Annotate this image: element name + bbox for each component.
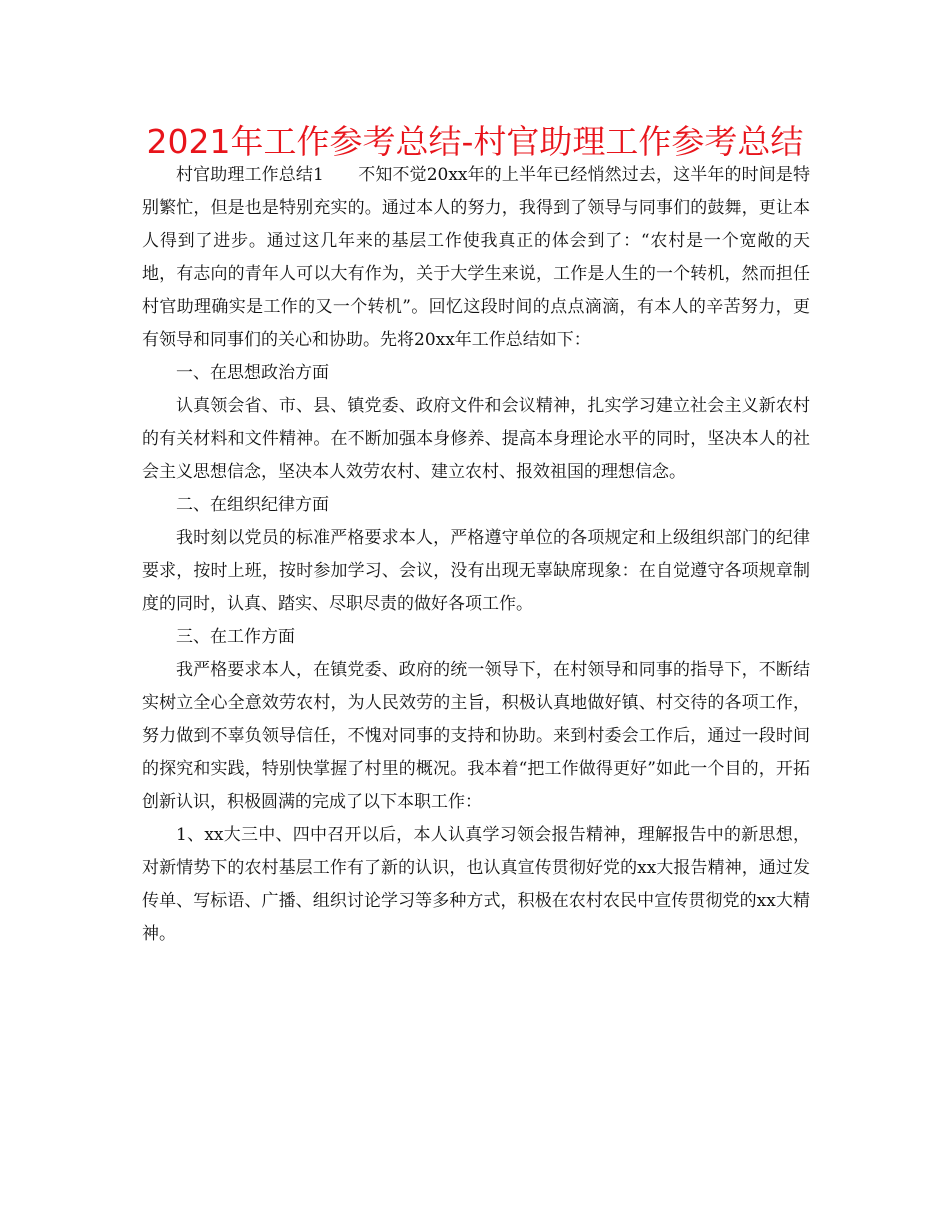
- paragraph-item-1: 1、xx大三中、四中召开以后，本人认真学习领会报告精神，理解报告中的新思想，对新情势下的农村基层工作有了新的认识，也认真宣传贯彻好党的xx大报告精神，通过发传单、写标语、广播、组织讨论学习等多种方式，积极在农村农民中宣传贯彻党的xx大精神。: [142, 825, 810, 944]
- section-heading-discipline: 二、在组织纪律方面: [176, 495, 329, 515]
- paragraph-work: 我严格要求本人，在镇党委、政府的统一领导下，在村领导和同事的指导下，不断结实树立全心全意效劳农村，为人民效劳的主旨，积极认真地做好镇、村交待的各项工作，努力做到不辜负领导信任，不愧对同事的支持和协助。来到村委会工作后，通过一段时间的探究和实践，特别快掌握了村里的概况。我本着“把工作做得更好”如此一个目的，开拓创新认识，积极圆满的完成了以下本职工作：: [142, 660, 810, 812]
- paragraph-discipline: 我时刻以党员的标准严格要求本人，严格遵守单位的各项规定和上级组织部门的纪律要求，按时上班，按时参加学习、会议，没有出现无辜缺席现象：在自觉遵守各项规章制度的同时，认真、踏实、尽职尽责的做好各项工作。: [142, 528, 810, 614]
- document-body: [142, 159, 810, 951]
- document-title: 2021年工作参考总结-村官助理工作参考总结: [146, 122, 804, 161]
- paragraph-politics: 认真领会省、市、县、镇党委、政府文件和会议精神，扎实学习建立社会主义新农村的有关材料和文件精神。在不断加强本身修养、提高本身理论水平的同时，坚决本人的社会主义思想信念，坚决本人效劳农村、建立农村、报效祖国的理想信念。: [142, 396, 810, 482]
- paragraph-intro: 村官助理工作总结1 不知不觉20xx年的上半年已经悄然过去，这半年的时间是特别繁忙，但是也是特别充实的。通过本人的努力，我得到了领导与同事们的鼓舞，更让本人得到了进步。通过这几年来的基层工作使我真正的体会到了：“农村是一个宽敞的天地，有志向的青年人可以大有作为，关于大学生来说，工作是人生的一个转机，然而担任村官助理确实是工作的又一个转机”。回忆这段时间的点点滴滴，有本人的辛苦努力，更有领导和同事们的关心和协助。先将20xx年工作总结如下：: [142, 165, 810, 350]
- section-heading-work: 三、在工作方面: [176, 627, 295, 647]
- section-heading-politics: 一、在思想政治方面: [176, 363, 329, 383]
